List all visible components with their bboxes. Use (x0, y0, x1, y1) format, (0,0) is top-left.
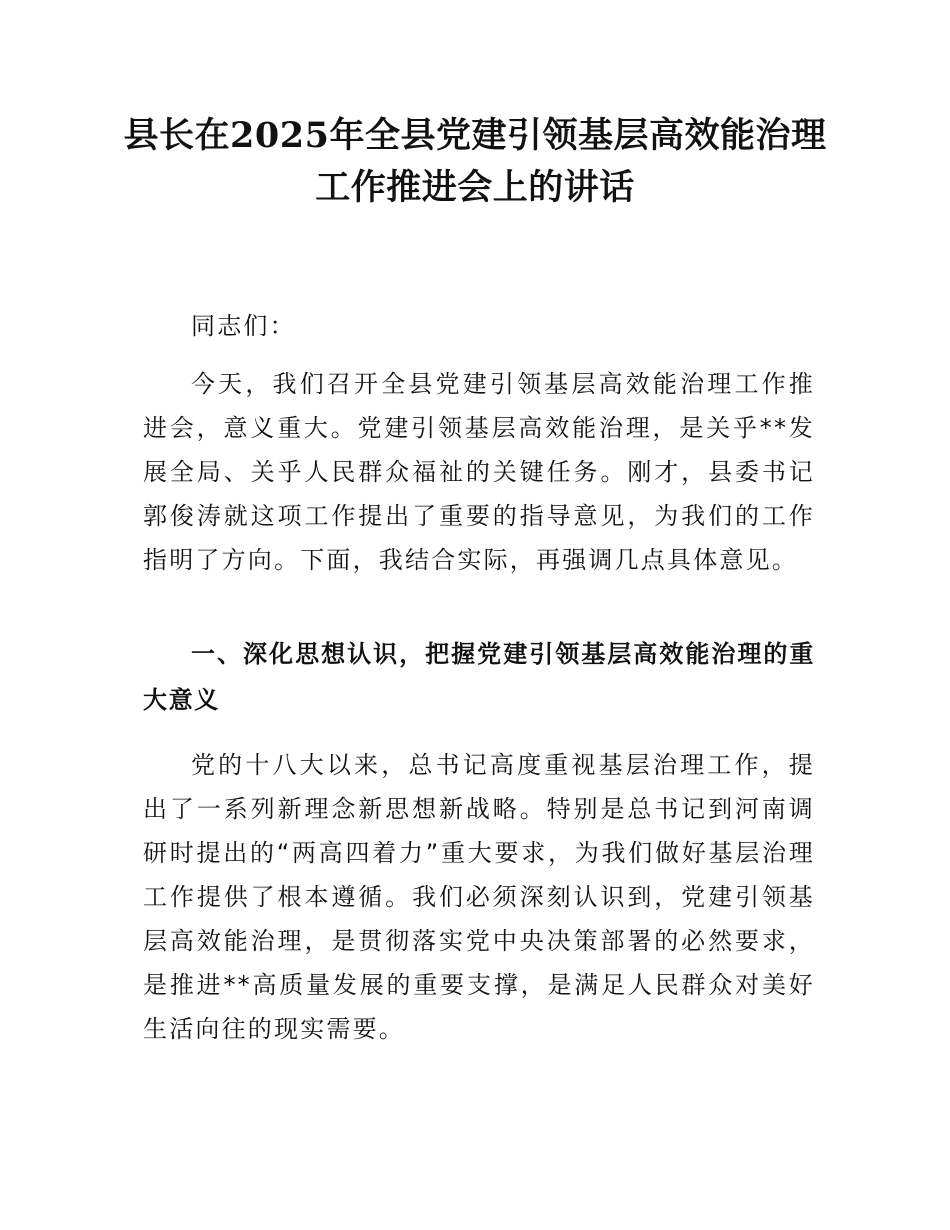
greeting: 同志们： (191, 312, 296, 340)
section-heading-1: 一、深化思想认识，把握党建引领基层高效能治理的重大意义 (143, 640, 815, 714)
paragraph-section-1: 党的十八大以来，总书记高度重视基层治理工作，提出了一系列新理念新思想新战略。特别是总书记到河南调研时提出的“两高四着力”重大要求，为我们做好基层治理工作提供了根本遵循。我们必须深刻认识到，党建引领基层高效能治理，是贯彻落实党中央决策部署的必然要求，是推进**高质量发展的重要支撑，是满足人民群众对美好生活向往的现实需要。 (143, 751, 815, 1043)
title-line-2: 工作推进会上的讲话 (315, 167, 635, 208)
paragraph-intro: 今天，我们召开全县党建引领基层高效能治理工作推进会，意义重大。党建引领基层高效能治理，是关乎**发展全局、关乎人民群众福祉的关键任务。刚才，县委书记郭俊涛就这项工作提出了重要的指导意见，为我们的工作指明了方向。下面，我结合实际，再强调几点具体意见。 (143, 370, 815, 574)
document-title (100, 110, 850, 214)
title-line-1: 县长在2025年全县党建引领基层高效能治理 (123, 115, 827, 156)
